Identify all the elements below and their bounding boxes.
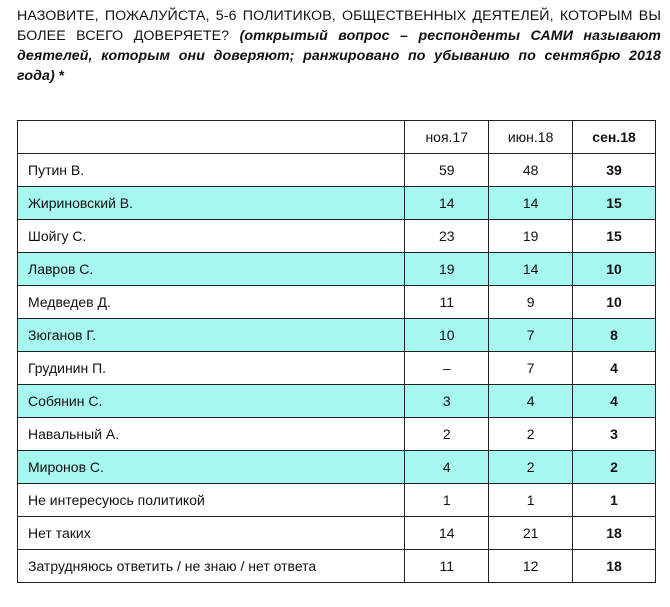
table-row xyxy=(18,451,656,484)
value-cell: 14 xyxy=(489,253,573,286)
value-cell: 3 xyxy=(573,418,656,451)
table-row xyxy=(18,517,656,550)
table-row xyxy=(18,352,656,385)
value-cell: 15 xyxy=(573,187,656,220)
value-cell: 14 xyxy=(405,517,489,550)
footnote-star: * xyxy=(58,68,65,84)
value-cell: 39 xyxy=(573,154,656,187)
value-cell: 7 xyxy=(489,319,573,352)
value-cell: 14 xyxy=(489,187,573,220)
value-cell: 14 xyxy=(405,187,489,220)
value-cell: 11 xyxy=(405,286,489,319)
value-cell: 1 xyxy=(489,484,573,517)
value-cell: 1 xyxy=(405,484,489,517)
row-label: Затрудняюсь ответить / не знаю / нет ответа xyxy=(18,550,405,583)
table-header-row xyxy=(18,121,656,154)
value-cell: 4 xyxy=(573,352,656,385)
table-row xyxy=(18,418,656,451)
value-cell: 4 xyxy=(489,385,573,418)
question-note: (открытый вопрос – респонденты САМИ называют деятелей, которым они доверяют; ранжировано по убыванию по сентябрю 2018 года) xyxy=(17,28,661,84)
row-label: Не интересуюсь политикой xyxy=(18,484,405,517)
value-cell: 4 xyxy=(405,451,489,484)
value-cell: 11 xyxy=(405,550,489,583)
value-cell: 21 xyxy=(489,517,573,550)
value-cell: 4 xyxy=(573,385,656,418)
poll-table xyxy=(17,120,656,583)
question-text: НАЗОВИТЕ, ПОЖАЛУЙСТА, 5-6 ПОЛИТИКОВ, ОБЩЕСТВЕННЫХ ДЕЯТЕЛЕЙ, КОТОРЫМ ВЫ БОЛЕЕ ВСЕГО ДОВЕРЯЕТЕ? xyxy=(17,8,661,44)
header-cell-jun18: июн.18 xyxy=(489,121,573,154)
table-row xyxy=(18,319,656,352)
header-cell-name xyxy=(18,121,405,154)
value-cell: 59 xyxy=(405,154,489,187)
row-label: Лавров С. xyxy=(18,253,405,286)
table-row xyxy=(18,154,656,187)
row-label: Медведев Д. xyxy=(18,286,405,319)
table-row xyxy=(18,550,656,583)
row-label: Навальный А. xyxy=(18,418,405,451)
value-cell: 15 xyxy=(573,220,656,253)
value-cell: 48 xyxy=(489,154,573,187)
row-label: Шойгу С. xyxy=(18,220,405,253)
header-cell-sep18: сен.18 xyxy=(573,121,656,154)
row-label: Жириновский В. xyxy=(18,187,405,220)
table-row xyxy=(18,253,656,286)
row-label: Собянин С. xyxy=(18,385,405,418)
value-cell: 10 xyxy=(573,253,656,286)
question-heading xyxy=(17,6,661,86)
value-cell: 10 xyxy=(573,286,656,319)
value-cell: 23 xyxy=(405,220,489,253)
row-label: Зюганов Г. xyxy=(18,319,405,352)
value-cell: 19 xyxy=(405,253,489,286)
value-cell: 9 xyxy=(489,286,573,319)
value-cell: 2 xyxy=(489,418,573,451)
value-cell: 7 xyxy=(489,352,573,385)
row-label: Миронов С. xyxy=(18,451,405,484)
value-cell: – xyxy=(405,352,489,385)
value-cell: 18 xyxy=(573,517,656,550)
value-cell: 8 xyxy=(573,319,656,352)
value-cell: 18 xyxy=(573,550,656,583)
value-cell: 10 xyxy=(405,319,489,352)
value-cell: 2 xyxy=(405,418,489,451)
table-row xyxy=(18,385,656,418)
header-cell-nov17: ноя.17 xyxy=(405,121,489,154)
value-cell: 12 xyxy=(489,550,573,583)
value-cell: 2 xyxy=(573,451,656,484)
value-cell: 1 xyxy=(573,484,656,517)
table-row xyxy=(18,220,656,253)
row-label: Путин В. xyxy=(18,154,405,187)
value-cell: 3 xyxy=(405,385,489,418)
table-row xyxy=(18,286,656,319)
value-cell: 2 xyxy=(489,451,573,484)
table-row xyxy=(18,484,656,517)
value-cell: 19 xyxy=(489,220,573,253)
row-label: Грудинин П. xyxy=(18,352,405,385)
row-label: Нет таких xyxy=(18,517,405,550)
table-row xyxy=(18,187,656,220)
